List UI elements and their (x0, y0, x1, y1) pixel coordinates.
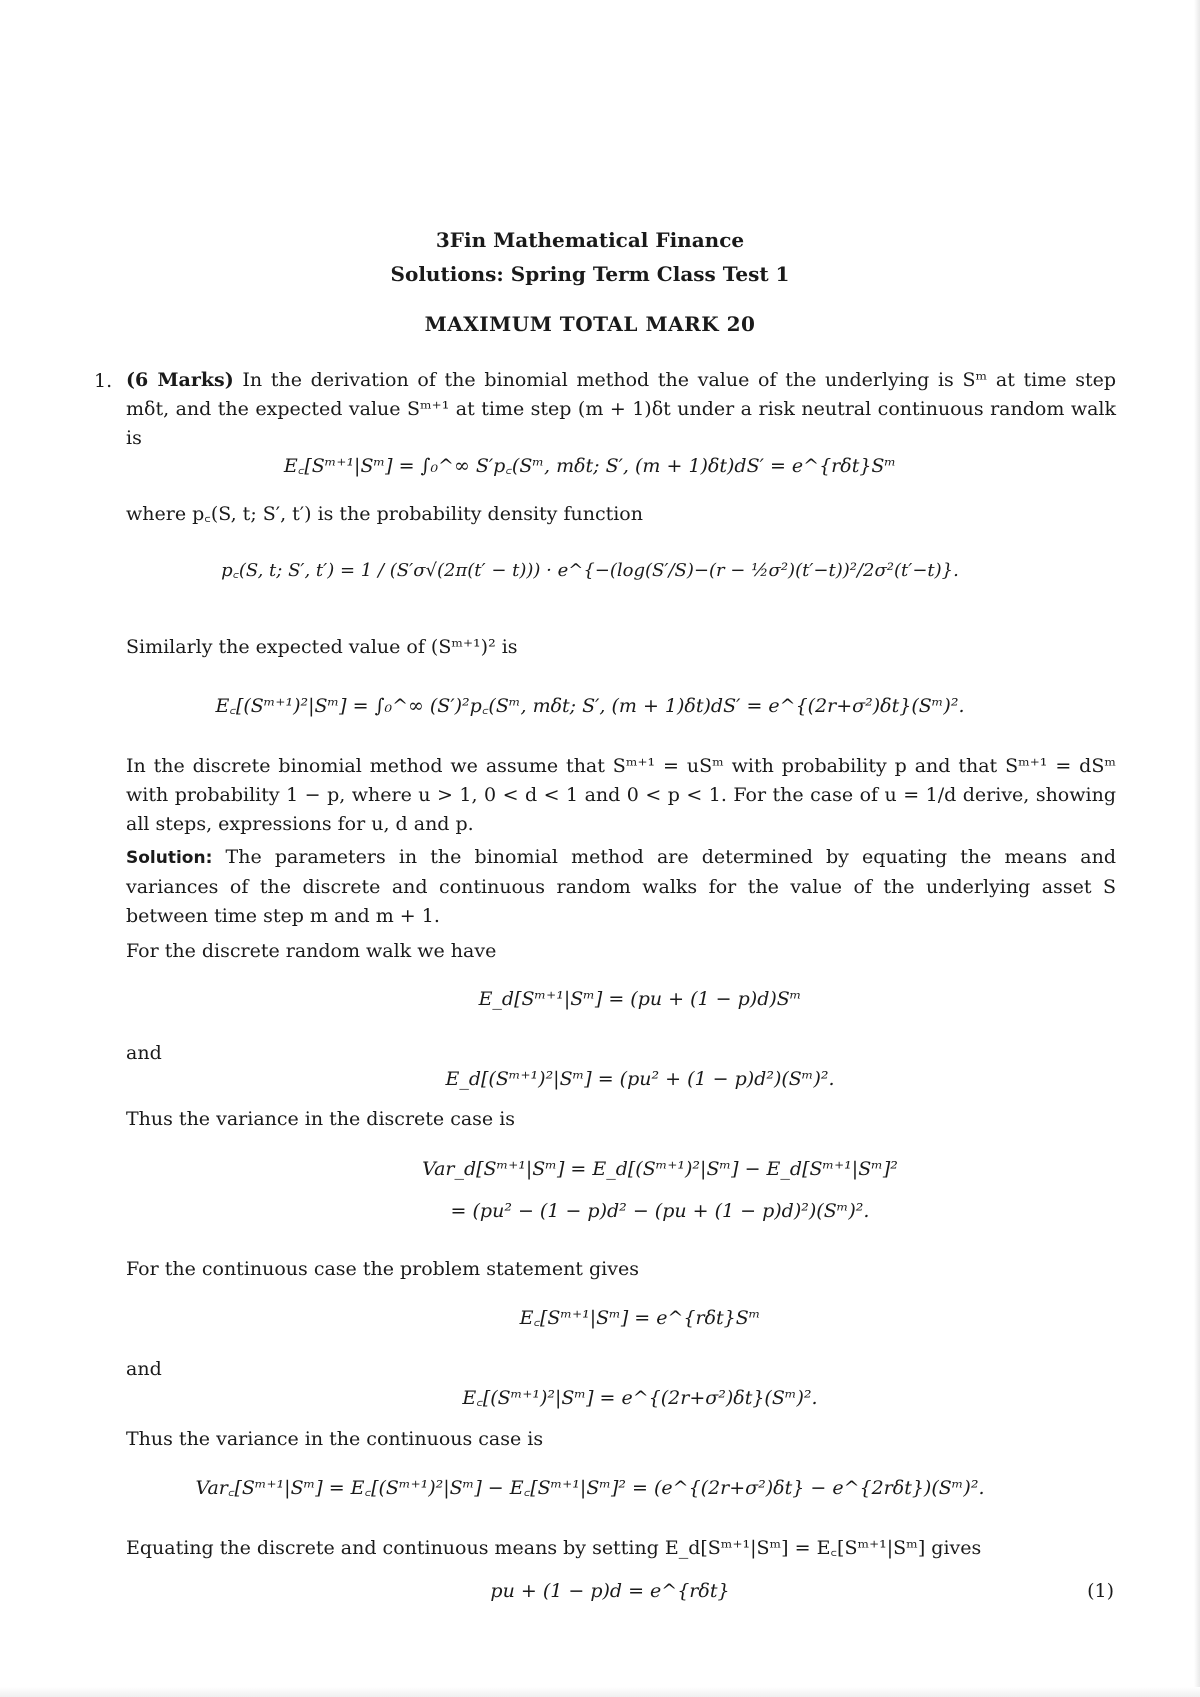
equation-var-discrete-1: Var_d[Sᵐ⁺¹|Sᵐ] = E_d[(Sᵐ⁺¹)²|Sᵐ] − E_d[Sᵐ⁺¹|Sᵐ]² (422, 1158, 898, 1180)
variance-cont-intro: Thus the variance in the continuous case is (126, 1428, 544, 1450)
scan-bottom-shadow (0, 1687, 1200, 1697)
question-intro (126, 366, 1116, 453)
course-title: 3Fin Mathematical Finance (435, 228, 745, 252)
similarly-text: Similarly the expected value of (Sᵐ⁺¹)² is (126, 636, 518, 658)
equation-discrete-mean: E_d[Sᵐ⁺¹|Sᵐ] = (pu + (1 − p)d)Sᵐ (478, 988, 802, 1010)
equation-var-cont: Var꜀[Sᵐ⁺¹|Sᵐ] = E꜀[(Sᵐ⁺¹)²|Sᵐ] − E꜀[Sᵐ⁺¹|Sᵐ]² = (e^{(2r+σ²)δt} − e^{2rδt})(Sᵐ)². (195, 1477, 985, 1499)
variance-discrete-intro: Thus the variance in the discrete case is (126, 1108, 516, 1130)
total-mark-heading: MAXIMUM TOTAL MARK 20 (424, 312, 756, 336)
solution-intro-text: The parameters in the binomial method are determined by equating the means and variances of the discrete and continuous random walks for the value of the underlying asset S between time step m and m + 1. (126, 846, 1116, 927)
scan-edge-shadow (1194, 0, 1200, 1697)
equation-1: pu + (1 − p)d = e^{rδt} (490, 1580, 730, 1602)
equation-var-discrete-2: = (pu² − (1 − p)d² − (pu + (1 − p)d)²)(Sᵐ)². (450, 1200, 870, 1222)
question-intro-text: In the derivation of the binomial method the value of the underlying is Sᵐ at time step mδt, and the expected value Sᵐ⁺¹ at time step (m + 1)δt under a risk neutral continuous random walk is (126, 369, 1116, 449)
discrete-intro: For the discrete random walk we have (126, 940, 497, 962)
document-subtitle: Solutions: Spring Term Class Test 1 (390, 262, 790, 286)
equation-expectation: E꜀[Sᵐ⁺¹|Sᵐ] = ∫₀^∞ S′p꜀(Sᵐ, mδt; S′, (m + 1)δt)dS′ = e^{rδt}Sᵐ (283, 455, 897, 477)
solution-label: Solution: (126, 848, 213, 868)
solution-intro (126, 843, 1116, 931)
question-marks: (6 Marks) (126, 369, 234, 391)
question-number: 1. (94, 370, 113, 392)
equation-1-number: (1) (1087, 1580, 1114, 1602)
equation-density: p꜀(S, t; S′, t′) = 1 / (S′σ√(2π(t′ − t))) · e^{−(log(S′/S)−(r − ½σ²)(t′−t))²/2σ²(t′−t)}. (221, 560, 959, 581)
continuous-intro: For the continuous case the problem statement gives (126, 1258, 639, 1280)
and-text-2: and (126, 1358, 162, 1380)
equation-discrete-second: E_d[(Sᵐ⁺¹)²|Sᵐ] = (pu² + (1 − p)d²)(Sᵐ)². (445, 1068, 835, 1090)
equation-cont-mean: E꜀[Sᵐ⁺¹|Sᵐ] = e^{rδt}Sᵐ (519, 1307, 761, 1329)
equating-text: Equating the discrete and continuous means by setting E_d[Sᵐ⁺¹|Sᵐ] = E꜀[Sᵐ⁺¹|Sᵐ] gives (126, 1537, 982, 1559)
question-task: In the discrete binomial method we assume that Sᵐ⁺¹ = uSᵐ with probability p and that Sᵐ⁺¹ = dSᵐ with probability 1 − p, where u > 1, 0 < d < 1 and 0 < p < 1. For the case of u = 1/d derive, showing all steps, expressions for u, d and p. (126, 755, 1116, 835)
and-text-1: and (126, 1042, 162, 1064)
where-text: where p꜀(S, t; S′, t′) is the probability density function (126, 503, 643, 525)
equation-cont-second: E꜀[(Sᵐ⁺¹)²|Sᵐ] = e^{(2r+σ²)δt}(Sᵐ)². (462, 1387, 818, 1409)
equation-second-moment: E꜀[(Sᵐ⁺¹)²|Sᵐ] = ∫₀^∞ (S′)²p꜀(Sᵐ, mδt; S′, (m + 1)δt)dS′ = e^{(2r+σ²)δt}(Sᵐ)². (215, 695, 965, 717)
